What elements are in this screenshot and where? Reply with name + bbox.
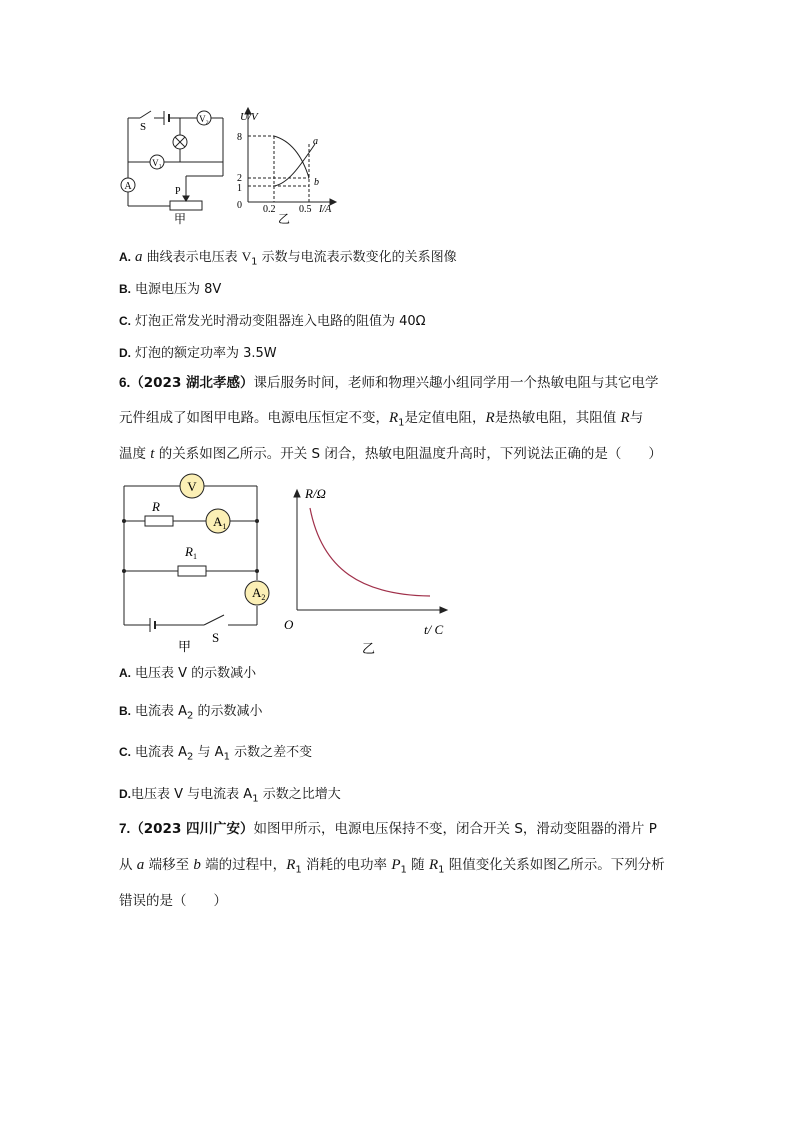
fig2-y-axis-label: R/Ω xyxy=(305,486,326,501)
fig1-y-axis-label: U/V xyxy=(240,111,258,123)
option-label: A. xyxy=(119,666,131,680)
subscript: 2 xyxy=(187,751,194,763)
var-R: R xyxy=(428,857,439,873)
question-text: 端的过程中， xyxy=(200,857,287,873)
fig2-voltmeter-label: V xyxy=(187,479,197,494)
fig1-slider-label: P xyxy=(175,186,181,197)
question-text: 课后服务时间，老师和物理兴趣小组同学用一个热敏电阻与其它电学 xyxy=(253,375,659,391)
subscript: 2 xyxy=(187,710,194,722)
question-text: 消耗的电功率 xyxy=(301,857,392,873)
question-text: 如图甲所示，电源电压保持不变，闭合开关 S，滑动变阻器的滑片 P xyxy=(253,821,657,837)
fig2-x-axis-label: t/ C xyxy=(424,622,444,637)
fig1-switch-label: S xyxy=(140,121,147,133)
option-text: V xyxy=(241,249,252,264)
fig2-resistance-curve xyxy=(310,508,430,596)
fig2-a1-label: $A_1$ xyxy=(213,514,227,531)
q6-stem-line2 xyxy=(119,409,643,433)
fig1-curve-b-label: b xyxy=(314,177,319,188)
option-text: 示数之差不变 xyxy=(229,745,313,760)
fig1-origin: 0 xyxy=(237,200,242,211)
question-number: 6. xyxy=(119,375,131,390)
q5-option-b[interactable] xyxy=(119,281,221,298)
question-source: （2023 四川广安） xyxy=(130,821,254,837)
q6-stem-line1 xyxy=(119,374,659,392)
fig1-ammeter-label: A xyxy=(124,181,132,192)
subscript: 1 xyxy=(438,864,445,876)
question-text: 是定值电阻， xyxy=(404,410,486,426)
fig1-curve-a-label: a xyxy=(313,136,318,147)
fig2-switch-label: S xyxy=(212,630,220,645)
question-text: 的关系如图乙所示。开关 S 闭合，热敏电阻温度升高时，下列说法正确的是（ ） xyxy=(154,446,662,462)
subscript: 1 xyxy=(251,256,258,268)
option-text: 与 A xyxy=(193,745,224,760)
var-b: b xyxy=(193,857,201,873)
fig2-r-label: R xyxy=(152,499,160,514)
fig2-caption-yi: 乙 xyxy=(362,641,376,656)
option-text: 电压表 V 与电流表 A xyxy=(131,787,253,802)
option-text: 灯泡的额定功率为 3.5W xyxy=(135,346,277,361)
q6-stem-line3 xyxy=(119,445,662,463)
q5-option-d[interactable] xyxy=(119,345,277,362)
q6-option-c[interactable] xyxy=(119,744,312,766)
var-R: R xyxy=(620,410,630,426)
option-label: D. xyxy=(119,787,131,801)
question-text: 是热敏电阻，其阻值 xyxy=(494,410,621,426)
fig1-v2-label: V₂ xyxy=(199,114,209,124)
subscript: 1 xyxy=(252,793,259,805)
fig1-ytick-2: 2 xyxy=(237,173,242,184)
question-text: 元件组成了如图甲电路。电源电压恒定不变， xyxy=(119,410,389,426)
subscript: 1 xyxy=(223,751,230,763)
question-text: 错误的是（ ） xyxy=(119,893,227,909)
var-t: t xyxy=(150,446,155,462)
fig1-x-axis-label: I/A xyxy=(319,204,332,215)
q5-option-a[interactable] xyxy=(119,249,457,271)
question-text: 阻值变化关系如图乙所示。下列分析 xyxy=(444,857,665,873)
fig1-xtick-0-2: 0.2 xyxy=(263,204,276,215)
option-text: 电源电压为 8V xyxy=(135,282,222,297)
subscript: 1 xyxy=(398,417,405,429)
q6-option-b[interactable] xyxy=(119,703,263,725)
question-text: 与 xyxy=(629,410,644,426)
option-text: 的示数减小 xyxy=(193,704,263,719)
option-text: 电压表 V 的示数减小 xyxy=(135,666,257,681)
fig2-caption-jia: 甲 xyxy=(178,639,192,654)
q6-option-a[interactable] xyxy=(119,665,256,682)
fig1-caption-yi: 乙 xyxy=(278,212,291,226)
fig2-origin: O xyxy=(284,617,294,632)
option-label: C. xyxy=(119,314,131,328)
fig1-caption-jia: 甲 xyxy=(174,212,187,226)
var-R: R xyxy=(485,410,495,426)
figure-1-circuit-and-graph xyxy=(118,100,358,230)
subscript: 1 xyxy=(400,864,407,876)
figure-2-circuit-and-graph xyxy=(112,470,457,658)
q7-stem-line2 xyxy=(119,856,665,880)
question-text: 端移至 xyxy=(144,857,194,873)
option-text: 灯泡正常发光时滑动变阻器连入电路的阻值为 40Ω xyxy=(135,314,426,329)
option-text: 示数之比增大 xyxy=(258,787,341,802)
fig1-ytick-1: 1 xyxy=(237,183,242,194)
option-text: 电流表 A xyxy=(135,704,188,719)
option-label: A. xyxy=(119,250,131,264)
q6-option-d[interactable] xyxy=(119,786,341,808)
question-source: （2023 湖北孝感） xyxy=(130,375,254,391)
var-P: P xyxy=(391,857,401,873)
subscript: 1 xyxy=(295,864,302,876)
question-text: 从 xyxy=(119,857,137,873)
fig1-ytick-8: 8 xyxy=(237,132,242,143)
question-number: 7. xyxy=(119,821,131,836)
var-a: a xyxy=(135,249,143,265)
question-text: 随 xyxy=(406,857,429,873)
fig1-xtick-0-5: 0.5 xyxy=(299,204,312,215)
fig2-a2-label: $A_2$ xyxy=(252,585,266,602)
option-label: B. xyxy=(119,282,131,296)
option-text: 电流表 A xyxy=(135,745,188,760)
q5-option-c[interactable] xyxy=(119,313,426,330)
option-label: D. xyxy=(119,346,131,360)
fig1-v1-label: V₁ xyxy=(152,158,162,168)
option-text: 示数与电流表示数变化的关系图像 xyxy=(257,250,457,265)
fig2-r1-label: $R_1$ xyxy=(185,544,197,561)
option-label: C. xyxy=(119,745,131,759)
var-a: a xyxy=(136,857,145,873)
option-text: 曲线表示电压表 xyxy=(142,250,242,265)
question-text: 温度 xyxy=(119,446,151,462)
var-R: R xyxy=(286,857,296,873)
var-R: R xyxy=(389,410,399,426)
q7-stem-line1 xyxy=(119,820,657,838)
option-label: B. xyxy=(119,704,131,718)
q7-stem-line3 xyxy=(119,892,227,910)
